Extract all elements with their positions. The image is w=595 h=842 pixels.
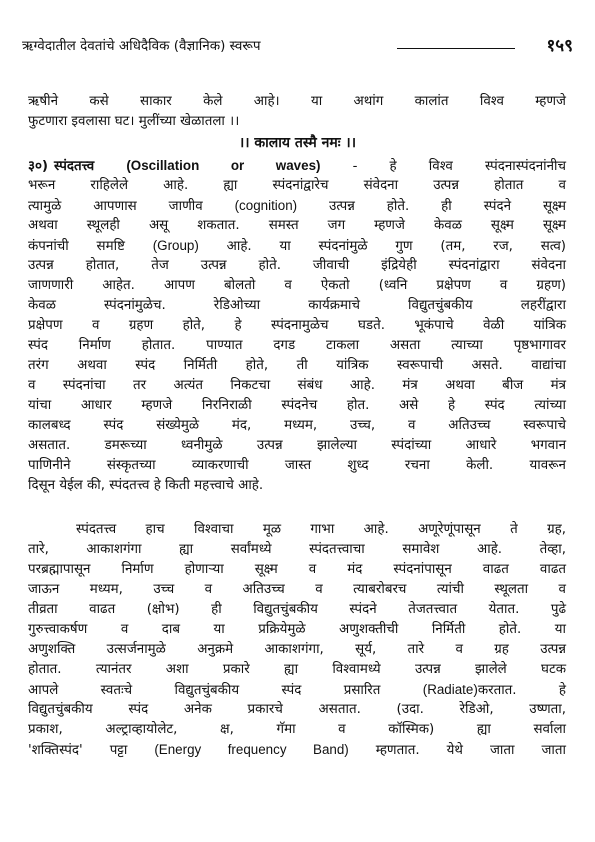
text-line: केवळ स्पंदनांमुळेच. रेडिओच्या कार्यक्रमाचे विद्युतचुंबकीय लहरींद्वारा xyxy=(28,298,566,313)
text-line xyxy=(28,740,566,760)
text-line: अथवा स्थूलही असू शकतात. समस्त जग म्हणजे केवळ सूक्ष्म सूक्ष्म xyxy=(28,218,566,233)
text-line: जाऊन मध्यम, उच्च व अतिउच्च व त्याबरोबरच त्यांची स्थूलता व xyxy=(28,582,566,597)
text-line: पाणिनीने संस्कृतच्या व्याकरणाची जास्त शुध्द रचना केली. यावरून xyxy=(28,458,566,473)
section-term: स्पंदतत्त्व xyxy=(54,159,95,174)
english-term: (Energy frequency Band) xyxy=(154,742,349,757)
text-segment: कंपनांची समष्टि xyxy=(28,239,153,254)
text-line: यांचा आधार म्हणजे निरनिराळी स्पंदनेच होत. असे हे स्पंद त्यांच्या xyxy=(28,398,566,413)
text-line: तीव्रता वाढत (क्षोभ) ही विद्युतचुंबकीय स्पंदने तेजतत्त्वात येतात. पुढे xyxy=(28,602,566,617)
text-line: उत्पन्न होतात, तेज उत्पन्न होते. जीवाची इंद्रियेही स्पंदनांद्वारा संवेदना xyxy=(28,258,566,273)
text-line xyxy=(28,196,566,216)
section-text: - हे विश्व स्पंदनास्पंदनांनीच xyxy=(320,159,566,174)
text-line: स्पंद निर्माण होतात. पाण्यात दगड टाकला असता त्याच्या पृष्ठभागावर xyxy=(28,338,566,353)
page-number: १५९ xyxy=(546,36,573,56)
header-rule xyxy=(397,48,515,49)
text-line: प्रकाश, अल्ट्राव्हायोलेट, क्ष, गॅमा व कॉस्मिक) ह्या सर्वाला xyxy=(28,722,566,737)
section-heading-line xyxy=(28,156,566,176)
text-segment: 'शक्तिस्पंद' पट्टा xyxy=(28,743,155,758)
text-line: असतात. डमरूच्या ध्वनीमुळे उत्पन्न झालेल्या स्पंदांच्या आधारे भगवान xyxy=(28,438,566,453)
text-line xyxy=(28,236,566,256)
text-segment: करतात. हे xyxy=(477,683,566,698)
text-line: स्पंदतत्त्व हाच विश्वाचा मूळ गाभा आहे. अणूरेणूंपासून ते ग्रह, xyxy=(76,522,566,537)
text-line: कालबध्द स्पंद संख्येमुळे मंद, मध्यम, उच्च, व अतिउच्च स्वरूपाचे xyxy=(28,418,566,433)
text-line: तारे, आकाशगंगा ह्या सर्वांमध्ये स्पंदतत्त्वाचा समावेश आहे. तेव्हा, xyxy=(28,542,566,557)
text-line: परब्रह्मापासून निर्माण होणाऱ्या सूक्ष्म व मंद स्पंदनांपासून वाढत वाढत xyxy=(28,562,566,577)
text-segment: आपले स्वतःचे विद्युतचुंबकीय स्पंद प्रसारित xyxy=(28,683,423,698)
section-term-english: (Oscillation or waves) xyxy=(126,158,321,173)
text-line: प्रक्षेपण व ग्रहण होते, हे स्पंदनामुळेच घडते. भूकंपाचे वेळी यांत्रिक xyxy=(28,318,566,333)
english-term: (Group) xyxy=(152,238,199,253)
text-line: व स्पंदनांचा तर अत्यंत निकटचा संबंध आहे. मंत्र अथवा बीज मंत्र xyxy=(28,378,566,393)
text-line: विद्युतचुंबकीय स्पंद अनेक प्रकारचे असतात. (उदा. रेडिओ, उष्णता, xyxy=(28,702,566,717)
text-segment: त्यामुळे आपणास जाणीव xyxy=(28,199,235,214)
text-segment: म्हणतात. येथे जाता जाता xyxy=(348,743,566,758)
text-line: होतात. त्यानंतर अशा प्रकारे ह्या विश्वामध्ये उत्पन्न झालेले घटक xyxy=(28,662,566,677)
text-line: गुरुत्त्वाकर्षण व दाब या प्रक्रियेमुळे अणुशक्तीची निर्मिती होते. या xyxy=(28,622,566,637)
running-header xyxy=(22,33,573,59)
text-line: फुटणारा इवलासा घट। मुलींच्या खेळातला ।। xyxy=(28,114,240,129)
running-header-title: ऋग्वेदातील देवतांचे अधिदैविक (वैज्ञानिक) स्वरूप xyxy=(22,38,261,54)
english-term: (cognition) xyxy=(234,198,298,213)
english-term: (Radiate) xyxy=(422,682,478,697)
text-line: भरून राहिलेले आहे. ह्या स्पंदनांद्वारेच संवेदना उत्पन्न होतात व xyxy=(28,178,566,193)
text-line: दिसून येईल की, स्पंदतत्त्व हे किती महत्त्वाचे आहे. xyxy=(28,478,264,493)
text-segment: आहे. या स्पंदनांमुळे गुण (तम, रज, सत्व) xyxy=(198,239,566,254)
invocation-heading: ।। कालाय तस्मै नमः ।। xyxy=(238,135,357,151)
text-segment: उत्पन्न होते. ही स्पंदने सूक्ष्म xyxy=(297,199,566,214)
text-line: जाणणारी आहेत. आपण बोलतो व ऐकतो (ध्वनि प्रक्षेपण व ग्रहण) xyxy=(28,278,566,293)
text-line xyxy=(28,680,566,700)
text-line: ऋषीने कसे साकार केले आहे। या अथांग कालांत विश्व म्हणजे xyxy=(28,94,566,109)
text-line: तरंग अथवा स्पंद निर्मिती होते, ती यांत्रिक स्वरूपाची असते. वाद्यांचा xyxy=(28,358,566,373)
text-line: अणुशक्ति उत्सर्जनामुळे अनुक्रमे आकाशगंगा, सूर्य, तारे व ग्रह उत्पन्न xyxy=(28,642,566,657)
section-number: ३०) xyxy=(28,159,49,174)
